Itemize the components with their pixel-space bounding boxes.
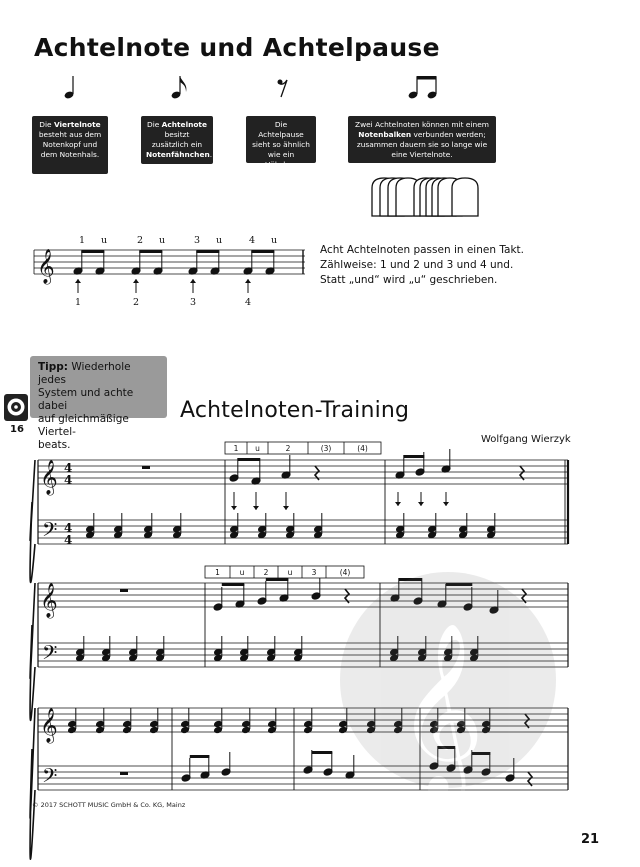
count-box-label: (4) (339, 568, 351, 577)
system-1 (30, 442, 568, 582)
count-arrows (75, 279, 251, 308)
page-number: 21 (581, 832, 600, 847)
counting-explanation: Acht Achtelnoten passen in einen Takt. Zählweise: 1 und 2 und 3 und 4 und. Statt „und“ wird „u“ geschrieben. (320, 244, 524, 286)
treble-clef-icon: 𝄞 (37, 249, 55, 284)
count-label-top: u (158, 235, 166, 246)
count-label-bottom: 2 (132, 297, 140, 308)
count-label-top: u (270, 235, 278, 246)
treble-clef-icon: 𝄞 (40, 708, 58, 743)
count-box-label: 2 (285, 444, 291, 453)
svg-text:4: 4 (64, 533, 73, 547)
composer: Wolfgang Wierzyk (481, 434, 571, 445)
eighth-rest-icon (278, 80, 288, 98)
svg-text:4: 4 (64, 461, 73, 475)
treble-clef-icon: 𝄞 (40, 460, 58, 495)
svg-text:4: 4 (64, 473, 73, 487)
count-box-label: (3) (320, 444, 332, 453)
count-box-label: 3 (311, 568, 317, 577)
count-label-top: u (215, 235, 223, 246)
count-label-top: 3 (193, 235, 201, 246)
count-label-bottom: 1 (74, 297, 82, 308)
count-box-label: 1 (215, 568, 220, 577)
treble-clef-icon: 𝄞 (40, 583, 58, 618)
count-box-label: u (239, 568, 245, 577)
count-label-top: 1 (78, 235, 86, 246)
quarter-note-icon (64, 76, 75, 100)
track-number: 16 (10, 424, 24, 435)
quarter-note-info-box: Die Viertelnote besteht aus dem Notenkopf und dem Notenhals. (32, 116, 108, 174)
eighth-rest-info-box: Die Achtelpause sieht so ähnlich wie ein Häkchen aus. (246, 116, 316, 163)
piece-title: Achtelnoten-Training (180, 398, 410, 423)
treble-clef-watermark-icon (340, 572, 556, 804)
count-box-label: 2 (263, 568, 269, 577)
count-label-top: 4 (248, 235, 256, 246)
count-box-label: 1 (233, 444, 239, 453)
count-label-top: u (100, 235, 108, 246)
bass-clef-icon: 𝄢 (42, 641, 58, 669)
eighth-note-icon (171, 76, 187, 100)
count-label-bottom: 3 (189, 297, 197, 308)
page-title: Achtelnote und Achtelpause (34, 33, 440, 62)
count-box-label: u (255, 444, 260, 453)
bread-slices-icon (372, 178, 478, 216)
beamed-eighths-icon (408, 76, 438, 100)
eighth-note-info-box: Die Achtelnote besitzt zusätzlich ein Notenfähnchen. (141, 116, 213, 164)
count-label-top: 2 (136, 235, 144, 246)
cd-track-icon (4, 394, 28, 421)
bass-clef-icon: 𝄢 (42, 764, 58, 792)
count-label-bottom: 4 (244, 297, 252, 308)
beamed-eighths-info-box: Zwei Achtelnoten können mit einem Notenbalken verbunden werden; zusammen dauern sie so lange wie eine Viertelnote. (348, 116, 496, 163)
tip-box: Tipp: Wiederhole jedes System und achte dabei auf gleichmäßige Viertel- beats. (30, 356, 167, 418)
svg-text:4: 4 (64, 521, 73, 535)
copyright: © 2017 SCHOTT MUSIC GmbH & Co. KG, Mainz (32, 801, 186, 809)
count-box-label: u (287, 568, 293, 577)
example-eighth-notes (73, 235, 277, 275)
svg-text:𝄞: 𝄞 (396, 622, 485, 796)
bass-clef-icon: 𝄢 (42, 518, 58, 546)
count-box-label: (4) (357, 444, 368, 453)
